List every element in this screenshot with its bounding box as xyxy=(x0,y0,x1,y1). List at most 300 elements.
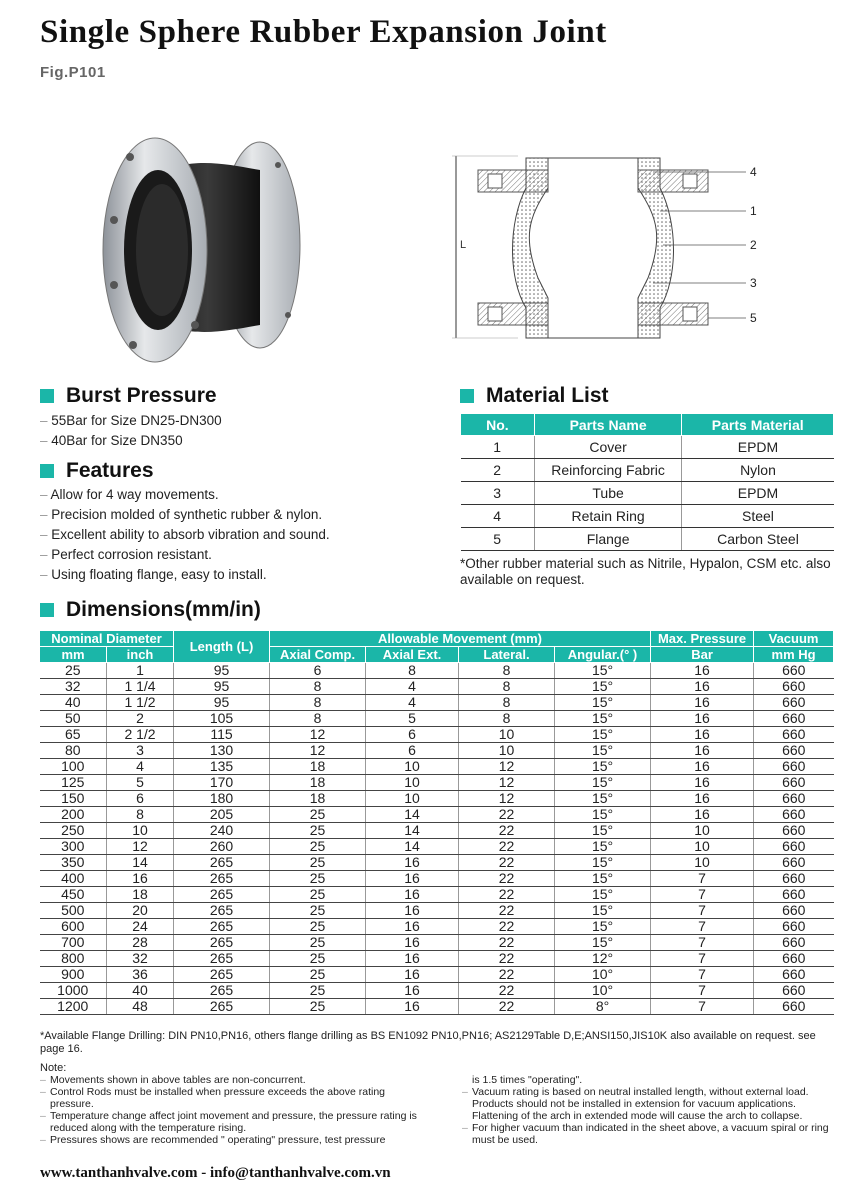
note-item: – Pressures shows are recommended " operating" pressure, test pressure xyxy=(40,1134,430,1146)
table-cell: 18 xyxy=(270,791,366,807)
table-cell: 660 xyxy=(754,759,834,775)
table-cell: 16 xyxy=(651,759,754,775)
column-header: Parts Material xyxy=(682,414,834,436)
table-cell: 900 xyxy=(40,967,107,983)
table-cell: 8 xyxy=(270,679,366,695)
table-cell: 15° xyxy=(555,887,651,903)
table-cell: 7 xyxy=(651,951,754,967)
table-cell: 22 xyxy=(459,887,555,903)
table-cell: EPDM xyxy=(682,482,834,505)
table-row xyxy=(461,436,834,459)
table-cell: 15° xyxy=(555,903,651,919)
table-cell: 15° xyxy=(555,791,651,807)
table-cell: 265 xyxy=(174,967,270,983)
bolt-hole xyxy=(275,162,281,168)
table-row xyxy=(40,903,834,919)
page-title: Single Sphere Rubber Expansion Joint xyxy=(40,14,607,50)
table-row xyxy=(40,663,834,679)
table-cell: 12 xyxy=(270,743,366,759)
note-item: – For higher vacuum than indicated in the sheet above, a vacuum spiral or ring must be used. xyxy=(462,1122,842,1146)
table-cell: 660 xyxy=(754,679,834,695)
table-cell: 16 xyxy=(366,999,459,1015)
table-cell: 32 xyxy=(40,679,107,695)
table-cell: 265 xyxy=(174,855,270,871)
table-cell: Tube xyxy=(534,482,682,505)
column-header: No. xyxy=(461,414,535,436)
column-header: Max. Pressure xyxy=(651,631,754,647)
table-cell: 15° xyxy=(555,663,651,679)
table-cell: 16 xyxy=(651,663,754,679)
table-cell: 130 xyxy=(174,743,270,759)
notes-left xyxy=(40,1074,430,1146)
table-cell: 14 xyxy=(366,807,459,823)
table-cell: 22 xyxy=(459,871,555,887)
table-row xyxy=(40,839,834,855)
table-cell: 200 xyxy=(40,807,107,823)
table-row xyxy=(40,727,834,743)
table-cell: 660 xyxy=(754,887,834,903)
burst-pressure-heading: Burst Pressure xyxy=(40,384,217,408)
table-cell: 10° xyxy=(555,983,651,999)
callout-1: 1 xyxy=(750,204,757,218)
table-cell: 7 xyxy=(651,919,754,935)
table-cell: 135 xyxy=(174,759,270,775)
material-note: *Other rubber material such as Nitrile, Hypalon, CSM etc. also available on request. xyxy=(460,556,831,587)
table-cell: 95 xyxy=(174,695,270,711)
table-cell: 16 xyxy=(651,743,754,759)
table-cell: 25 xyxy=(270,839,366,855)
list-item: – Using floating flange, easy to install. xyxy=(40,565,330,585)
table-cell: 660 xyxy=(754,823,834,839)
table-cell: 125 xyxy=(40,775,107,791)
table-row xyxy=(40,871,834,887)
table-cell: 22 xyxy=(459,951,555,967)
table-cell: 7 xyxy=(651,999,754,1015)
table-row xyxy=(40,711,834,727)
table-cell: 15° xyxy=(555,823,651,839)
table-cell: 660 xyxy=(754,711,834,727)
table-cell: 2 xyxy=(107,711,174,727)
table-cell: 660 xyxy=(754,695,834,711)
table-cell: 18 xyxy=(270,759,366,775)
table-cell: 265 xyxy=(174,887,270,903)
table-row xyxy=(40,999,834,1015)
table-cell: 10 xyxy=(459,727,555,743)
table-cell: 660 xyxy=(754,727,834,743)
table-cell: Flange xyxy=(534,528,682,551)
table-cell: 1 1/4 xyxy=(107,679,174,695)
table-cell: 22 xyxy=(459,967,555,983)
table-cell: 4 xyxy=(107,759,174,775)
table-cell: 15° xyxy=(555,695,651,711)
table-cell: 15° xyxy=(555,711,651,727)
table-cell: 265 xyxy=(174,903,270,919)
table-cell: 660 xyxy=(754,775,834,791)
section-marker-icon xyxy=(40,389,54,403)
burst-pressure-list xyxy=(40,411,222,451)
table-cell: 8 xyxy=(107,807,174,823)
bolt-hole xyxy=(191,321,199,329)
table-cell: 265 xyxy=(174,983,270,999)
table-row xyxy=(40,919,834,935)
table-cell: Cover xyxy=(534,436,682,459)
table-cell: 24 xyxy=(107,919,174,935)
table-cell: 100 xyxy=(40,759,107,775)
note-item: is 1.5 times "operating". xyxy=(472,1074,583,1086)
table-cell: 240 xyxy=(174,823,270,839)
cross-section-diagram xyxy=(448,148,768,348)
table-cell: 14 xyxy=(366,823,459,839)
product-photo xyxy=(100,135,305,367)
table-cell: 15° xyxy=(555,871,651,887)
table-cell: 80 xyxy=(40,743,107,759)
table-cell: 660 xyxy=(754,663,834,679)
table-cell: 15° xyxy=(555,759,651,775)
table-cell: 22 xyxy=(459,855,555,871)
callout-5: 5 xyxy=(750,311,757,325)
table-cell: 10 xyxy=(366,775,459,791)
table-cell: 265 xyxy=(174,919,270,935)
table-row xyxy=(40,775,834,791)
table-row xyxy=(40,855,834,871)
list-item: – Excellent ability to absorb vibration and sound. xyxy=(40,525,330,545)
column-header: Length (L) xyxy=(174,631,270,663)
table-cell: 15° xyxy=(555,839,651,855)
table-row xyxy=(40,743,834,759)
table-cell: 12° xyxy=(555,951,651,967)
table-cell: 22 xyxy=(459,983,555,999)
table-cell: 25 xyxy=(270,855,366,871)
table-cell: 4 xyxy=(366,679,459,695)
table-cell: 4 xyxy=(461,505,535,528)
table-cell: 8 xyxy=(459,663,555,679)
bolt-hole xyxy=(110,281,118,289)
column-subheader: Angular.(° ) xyxy=(555,647,651,663)
table-cell: 22 xyxy=(459,999,555,1015)
table-row xyxy=(40,983,834,999)
table-cell: 265 xyxy=(174,999,270,1015)
table-cell: 12 xyxy=(107,839,174,855)
table-cell: 350 xyxy=(40,855,107,871)
table-cell: 10 xyxy=(366,759,459,775)
table-cell: 18 xyxy=(270,775,366,791)
column-subheader: Bar xyxy=(651,647,754,663)
table-cell: 25 xyxy=(270,887,366,903)
table-cell: 16 xyxy=(651,679,754,695)
table-row xyxy=(461,505,834,528)
table-cell: Carbon Steel xyxy=(682,528,834,551)
length-label: L xyxy=(460,239,467,251)
table-cell: 15° xyxy=(555,855,651,871)
table-cell: 7 xyxy=(651,935,754,951)
table-cell: 28 xyxy=(107,935,174,951)
table-cell: 25 xyxy=(270,967,366,983)
table-cell: 15° xyxy=(555,679,651,695)
table-cell: 5 xyxy=(461,528,535,551)
section-marker-icon xyxy=(40,603,54,617)
table-cell: 450 xyxy=(40,887,107,903)
table-cell: 8 xyxy=(366,663,459,679)
table-cell: Retain Ring xyxy=(534,505,682,528)
table-cell: 25 xyxy=(270,999,366,1015)
table-cell: 16 xyxy=(651,711,754,727)
table-cell: 3 xyxy=(461,482,535,505)
bolt-hole xyxy=(285,312,291,318)
list-item: – Allow for 4 way movements. xyxy=(40,485,330,505)
table-row xyxy=(40,759,834,775)
table-cell: 7 xyxy=(651,903,754,919)
notes-right xyxy=(462,1074,842,1146)
table-cell: 8 xyxy=(459,695,555,711)
column-header: Allowable Movement (mm) xyxy=(270,631,651,647)
table-cell: 15° xyxy=(555,775,651,791)
note-item: – Control Rods must be installed when pressure exceeds the above rating pressure. xyxy=(40,1086,430,1110)
table-cell: 22 xyxy=(459,839,555,855)
table-cell: 16 xyxy=(366,871,459,887)
table-cell: 65 xyxy=(40,727,107,743)
table-cell: 25 xyxy=(270,903,366,919)
table-cell: EPDM xyxy=(682,436,834,459)
table-cell: 18 xyxy=(107,887,174,903)
table-cell: 40 xyxy=(107,983,174,999)
column-subheader: mm xyxy=(40,647,107,663)
table-cell: 1000 xyxy=(40,983,107,999)
table-cell: 7 xyxy=(651,887,754,903)
list-item: – 55Bar for Size DN25-DN300 xyxy=(40,411,222,431)
table-cell: 25 xyxy=(40,663,107,679)
list-item: – 40Bar for Size DN350 xyxy=(40,431,222,451)
table-cell: 660 xyxy=(754,967,834,983)
table-cell: 16 xyxy=(651,695,754,711)
note-item: – Temperature change affect joint movement and pressure, the pressure rating is reduced along with the temperature rising. xyxy=(40,1110,430,1134)
table-cell: 10 xyxy=(651,823,754,839)
table-cell: 16 xyxy=(366,983,459,999)
table-row xyxy=(461,459,834,482)
table-cell: 36 xyxy=(107,967,174,983)
table-cell: 4 xyxy=(366,695,459,711)
table-cell: 32 xyxy=(107,951,174,967)
column-header: Nominal Diameter xyxy=(40,631,174,647)
table-cell: 8 xyxy=(459,711,555,727)
table-cell: 1200 xyxy=(40,999,107,1015)
table-cell: 16 xyxy=(651,807,754,823)
table-cell: 95 xyxy=(174,679,270,695)
table-cell: 12 xyxy=(459,791,555,807)
table-cell: 12 xyxy=(270,727,366,743)
list-item: – Perfect corrosion resistant. xyxy=(40,545,330,565)
section-marker-icon xyxy=(460,389,474,403)
table-row xyxy=(461,482,834,505)
table-cell: 660 xyxy=(754,855,834,871)
column-header: Vacuum xyxy=(754,631,834,647)
table-cell: 10 xyxy=(366,791,459,807)
dimensions-table xyxy=(39,630,834,1015)
table-cell: 3 xyxy=(107,743,174,759)
table-cell: 15° xyxy=(555,743,651,759)
table-cell: 10 xyxy=(459,743,555,759)
table-cell: 500 xyxy=(40,903,107,919)
table-cell: 10 xyxy=(107,823,174,839)
table-row xyxy=(40,951,834,967)
table-cell: 95 xyxy=(174,663,270,679)
table-cell: 1 xyxy=(107,663,174,679)
table-row xyxy=(40,695,834,711)
table-cell: 40 xyxy=(40,695,107,711)
table-cell: 660 xyxy=(754,999,834,1015)
table-cell: Nylon xyxy=(682,459,834,482)
table-cell: 8° xyxy=(555,999,651,1015)
table-cell: 14 xyxy=(107,855,174,871)
table-row xyxy=(40,887,834,903)
table-cell: 22 xyxy=(459,823,555,839)
table-cell: 15° xyxy=(555,807,651,823)
table-cell: 16 xyxy=(651,791,754,807)
table-cell: 50 xyxy=(40,711,107,727)
column-subheader: Axial Ext. xyxy=(366,647,459,663)
table-cell: 660 xyxy=(754,951,834,967)
table-cell: 660 xyxy=(754,919,834,935)
table-cell: 660 xyxy=(754,791,834,807)
table-row xyxy=(40,967,834,983)
table-cell: 800 xyxy=(40,951,107,967)
table-cell: 660 xyxy=(754,935,834,951)
note-item: – Movements shown in above tables are non-concurrent. xyxy=(40,1074,430,1086)
table-row xyxy=(40,807,834,823)
table-cell: 20 xyxy=(107,903,174,919)
table-cell: 12 xyxy=(459,775,555,791)
table-cell: 16 xyxy=(651,775,754,791)
footer-contact: www.tanthanhvalve.com - info@tanthanhvalve.com.vn xyxy=(40,1165,391,1181)
table-cell: 16 xyxy=(651,727,754,743)
table-cell: 115 xyxy=(174,727,270,743)
table-cell: 8 xyxy=(270,695,366,711)
table-cell: 250 xyxy=(40,823,107,839)
table-cell: 7 xyxy=(651,871,754,887)
column-subheader: mm Hg xyxy=(754,647,834,663)
table-cell: 15° xyxy=(555,935,651,951)
material-list-heading: Material List xyxy=(460,384,609,408)
table-cell: 660 xyxy=(754,839,834,855)
column-subheader: Axial Comp. xyxy=(270,647,366,663)
table-cell: 2 xyxy=(461,459,535,482)
table-cell: 48 xyxy=(107,999,174,1015)
bolt-hole xyxy=(129,341,137,349)
table-cell: 300 xyxy=(40,839,107,855)
bolt-hole xyxy=(126,153,134,161)
table-cell: 25 xyxy=(270,935,366,951)
table-cell: 1 xyxy=(461,436,535,459)
table-cell: 10 xyxy=(651,839,754,855)
table-cell: 15° xyxy=(555,727,651,743)
table-row xyxy=(40,679,834,695)
table-cell: 16 xyxy=(107,871,174,887)
table-cell: 1 1/2 xyxy=(107,695,174,711)
table-cell: 22 xyxy=(459,807,555,823)
table-cell: 25 xyxy=(270,871,366,887)
callout-3: 3 xyxy=(750,276,757,290)
table-cell: 16 xyxy=(366,855,459,871)
table-cell: 260 xyxy=(174,839,270,855)
table-cell: 170 xyxy=(174,775,270,791)
table-cell: 400 xyxy=(40,871,107,887)
table-cell: 6 xyxy=(107,791,174,807)
material-table xyxy=(460,413,834,551)
table-cell: 6 xyxy=(366,727,459,743)
table-cell: 22 xyxy=(459,935,555,951)
table-cell: 16 xyxy=(366,903,459,919)
table-cell: 25 xyxy=(270,823,366,839)
table-cell: 16 xyxy=(366,935,459,951)
table-cell: 600 xyxy=(40,919,107,935)
table-cell: 25 xyxy=(270,919,366,935)
features-heading: Features xyxy=(40,459,154,483)
table-cell: 660 xyxy=(754,743,834,759)
table-cell: 5 xyxy=(107,775,174,791)
table-cell: 5 xyxy=(366,711,459,727)
table-cell: 150 xyxy=(40,791,107,807)
table-cell: 265 xyxy=(174,951,270,967)
notes-title: Note: xyxy=(40,1062,67,1074)
figure-number: Fig.P101 xyxy=(40,64,106,81)
features-list xyxy=(40,485,330,585)
table-cell: Steel xyxy=(682,505,834,528)
table-cell: 105 xyxy=(174,711,270,727)
table-cell: 15° xyxy=(555,919,651,935)
table-row xyxy=(40,935,834,951)
table-cell: 660 xyxy=(754,903,834,919)
table-cell: 25 xyxy=(270,951,366,967)
callout-2: 2 xyxy=(750,238,757,252)
table-cell: 12 xyxy=(459,759,555,775)
column-subheader: Lateral. xyxy=(459,647,555,663)
table-cell: 6 xyxy=(366,743,459,759)
column-header: Parts Name xyxy=(534,414,682,436)
table-cell: Reinforcing Fabric xyxy=(534,459,682,482)
table-cell: 7 xyxy=(651,983,754,999)
table-cell: 16 xyxy=(366,919,459,935)
table-cell: 16 xyxy=(366,951,459,967)
table-cell: 660 xyxy=(754,871,834,887)
dimensions-heading: Dimensions(mm/in) xyxy=(40,598,261,622)
table-row xyxy=(40,823,834,839)
table-cell: 265 xyxy=(174,871,270,887)
table-cell: 6 xyxy=(270,663,366,679)
note-item: – Vacuum rating is based on neutral installed length, without external load. Products should not be installed in extension for vacuum applications. Flattening of the arch in extended mode will cause the arch to collapse. xyxy=(462,1086,842,1122)
column-subheader: inch xyxy=(107,647,174,663)
table-cell: 180 xyxy=(174,791,270,807)
table-cell: 2 1/2 xyxy=(107,727,174,743)
table-row xyxy=(461,528,834,551)
table-cell: 7 xyxy=(651,967,754,983)
table-cell: 16 xyxy=(366,887,459,903)
section-marker-icon xyxy=(40,464,54,478)
table-cell: 16 xyxy=(366,967,459,983)
table-cell: 22 xyxy=(459,919,555,935)
table-cell: 8 xyxy=(459,679,555,695)
flange-drilling-note: *Available Flange Drilling: DIN PN10,PN16, others flange drilling as BS EN1092 PN10,PN16; AS2129Table D,E;ANSI150,JIS10K also available on request. see page 16. xyxy=(40,1030,816,1055)
callout-4: 4 xyxy=(750,165,757,179)
table-row xyxy=(40,791,834,807)
table-cell: 265 xyxy=(174,935,270,951)
bolt-hole xyxy=(110,216,118,224)
table-cell: 10° xyxy=(555,967,651,983)
table-cell: 8 xyxy=(270,711,366,727)
table-cell: 660 xyxy=(754,807,834,823)
list-item: – Precision molded of synthetic rubber & nylon. xyxy=(40,505,330,525)
bore-inner xyxy=(136,184,188,316)
table-cell: 700 xyxy=(40,935,107,951)
table-cell: 14 xyxy=(366,839,459,855)
